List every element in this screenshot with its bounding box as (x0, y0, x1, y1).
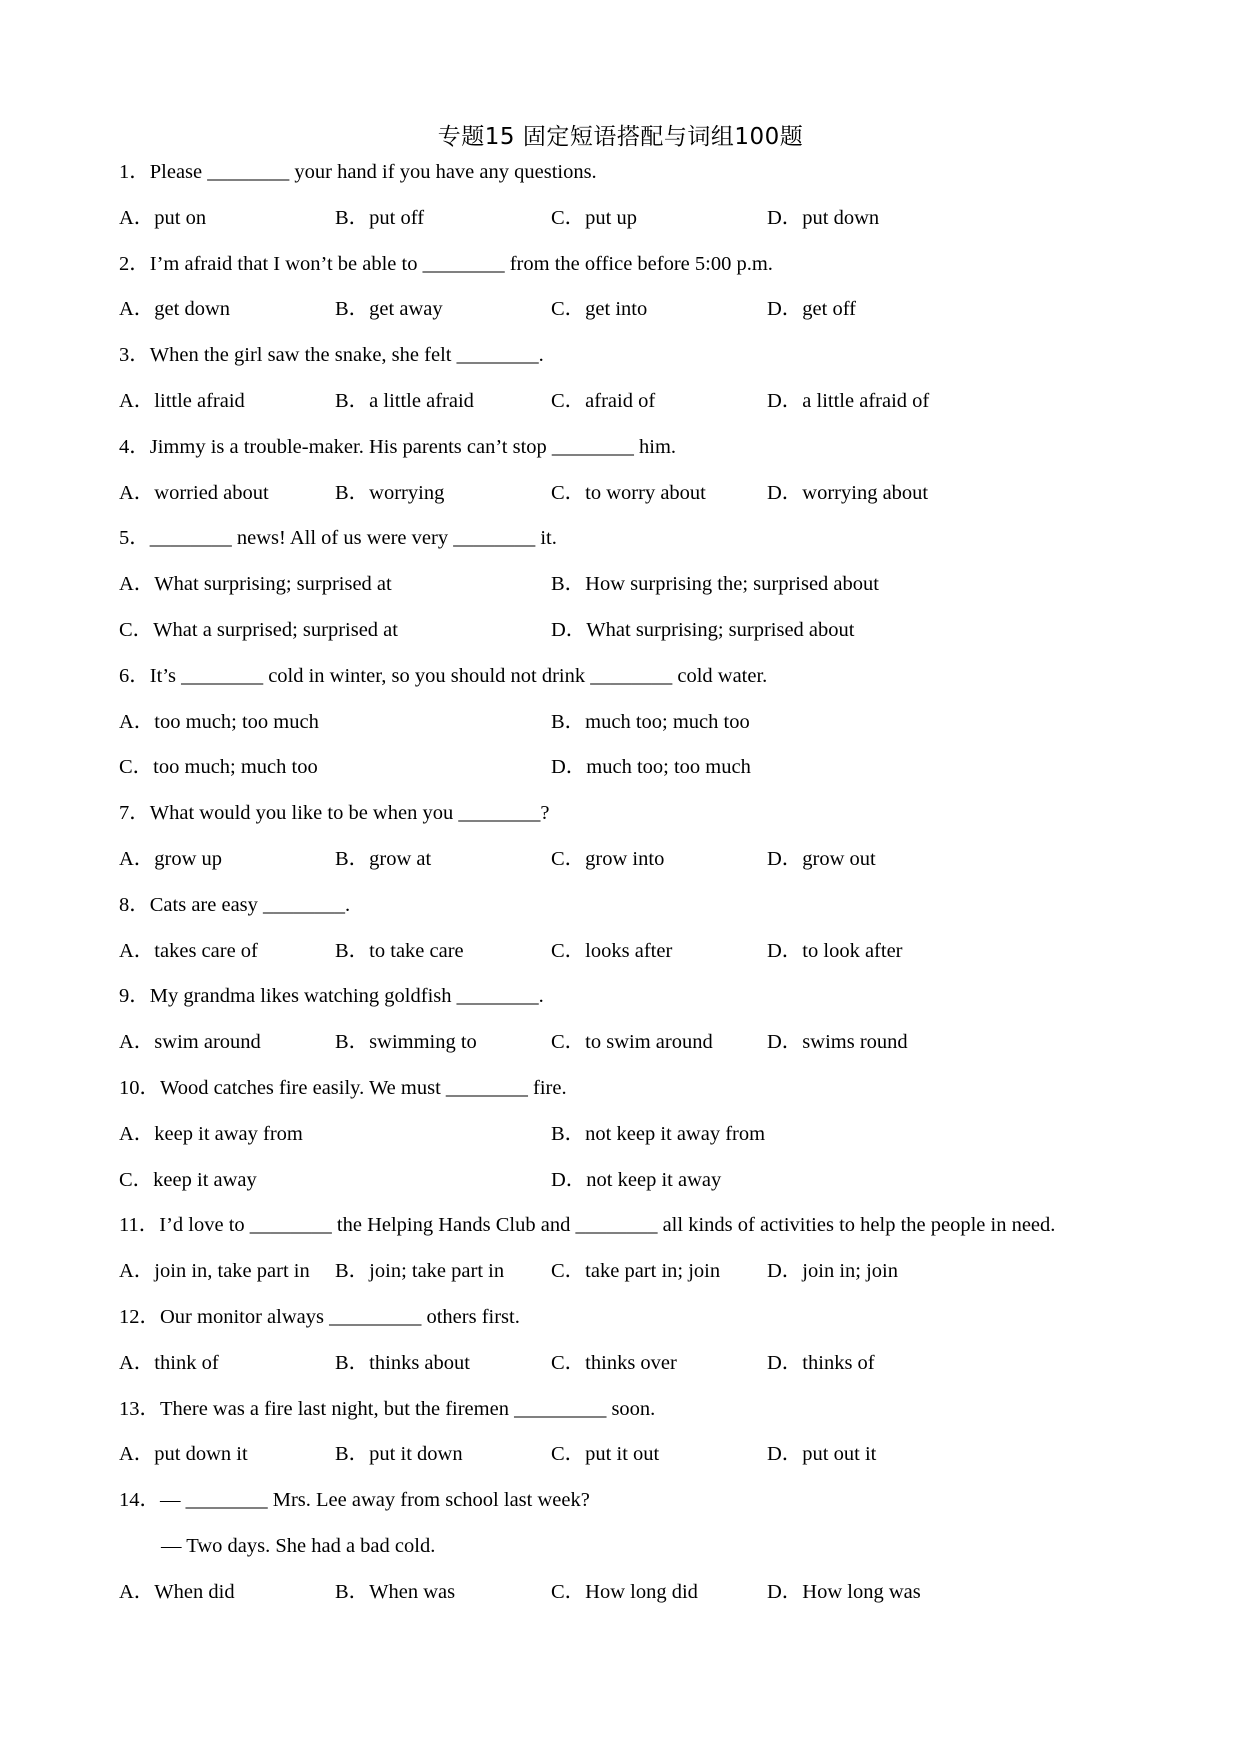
answer-option: B．thinks about (335, 1351, 470, 1374)
question-block (119, 1488, 1199, 1625)
answer-option: C．How long did (551, 1580, 698, 1603)
answer-option: D．How long was (767, 1580, 921, 1603)
answer-option: D．thinks of (767, 1351, 875, 1374)
answer-option: C．afraid of (551, 389, 656, 412)
answer-option: D．put out it (767, 1443, 877, 1466)
question-number: 8． (119, 893, 150, 916)
options-row (119, 710, 1199, 756)
question-text: Jimmy is a trouble-maker. His parents can’t stop ________ him. (149, 435, 677, 458)
answer-option: C．to swim around (551, 1031, 713, 1054)
answer-option: D．worrying about (767, 481, 929, 504)
answer-option: B．to take care (335, 939, 464, 962)
question-stem (119, 252, 1199, 298)
options-row (119, 389, 1199, 435)
options-row (119, 1442, 1199, 1488)
question-block (119, 1213, 1199, 1305)
options-row (119, 1122, 1199, 1168)
question-block (119, 526, 1199, 663)
answer-option: A．put down it (119, 1443, 248, 1466)
answer-option: C．to worry about (551, 481, 706, 504)
answer-option: D．What surprising; surprised about (551, 618, 855, 641)
question-number: 13． (119, 1397, 160, 1420)
question-number: 14． (119, 1489, 160, 1512)
options-row (119, 1030, 1199, 1076)
question-block (119, 801, 1199, 893)
answer-option: B．swimming to (335, 1031, 477, 1054)
question-text: I’m afraid that I won’t be able to ________ from the office before 5:00 p.m. (149, 252, 773, 275)
answer-option: C．put it out (551, 1443, 660, 1466)
question-stem (119, 526, 1199, 572)
answer-option: C．looks after (551, 939, 673, 962)
question-block (119, 984, 1199, 1076)
answer-option: A．too much; too much (119, 710, 319, 733)
answer-option: D．to look after (767, 939, 903, 962)
question-text: It’s ________ cold in winter, so you should not drink ________ cold water. (149, 664, 768, 687)
answer-option: B．put it down (335, 1443, 463, 1466)
answer-option: B．grow at (335, 847, 432, 870)
question-text: Please ________ your hand if you have any questions. (149, 161, 597, 183)
question-block (119, 1397, 1199, 1489)
answer-option: B．a little afraid (335, 389, 474, 412)
options-row (119, 618, 1199, 664)
answer-option: B．not keep it away from (551, 1122, 766, 1145)
question-number: 6． (119, 664, 150, 687)
options-row (119, 939, 1199, 985)
answer-option: A．worried about (119, 481, 269, 504)
question-number: 2． (119, 252, 150, 275)
answer-option: A．little afraid (119, 389, 245, 412)
question-stem (119, 664, 1199, 710)
page-title: 专题15 固定短语搭配与词组100题 (437, 124, 804, 150)
answer-option: C．What a surprised; surprised at (119, 618, 398, 641)
question-block (119, 1076, 1199, 1213)
options-row (119, 1259, 1199, 1305)
question-number: 9． (119, 985, 150, 1008)
question-number: 10． (119, 1076, 160, 1099)
answer-option: A．When did (119, 1580, 235, 1603)
question-text: Cats are easy ________. (149, 893, 351, 916)
question-stem (119, 984, 1199, 1030)
options-row (119, 481, 1199, 527)
answer-option: C．thinks over (551, 1351, 677, 1374)
answer-option: A．think of (119, 1351, 219, 1374)
question-number: 12． (119, 1305, 160, 1328)
options-row (119, 847, 1199, 893)
dialogue-reply: — Two days. She had a bad cold. (161, 1534, 436, 1557)
answer-option: D．put down (767, 206, 880, 229)
answer-option: A．get down (119, 298, 231, 321)
answer-option: B．join; take part in (335, 1260, 505, 1283)
answer-option: D．not keep it away (551, 1168, 722, 1191)
answer-option: B．much too; much too (551, 710, 750, 733)
question-stem (119, 801, 1199, 847)
answer-option: B．get away (335, 298, 443, 321)
answer-option: B．When was (335, 1580, 456, 1603)
answer-option: A．swim around (119, 1031, 261, 1054)
question-text: When the girl saw the snake, she felt ________. (149, 344, 544, 367)
question-stem (119, 1488, 1199, 1534)
options-row (119, 572, 1199, 618)
question-block (119, 664, 1199, 801)
question-stem (119, 1305, 1199, 1351)
answer-option: C．grow into (551, 847, 665, 870)
question-text: ________ news! All of us were very ________ it. (149, 527, 557, 550)
question-list (119, 160, 1199, 1626)
question-block (119, 343, 1199, 435)
answer-option: C．get into (551, 298, 648, 321)
question-stem (119, 160, 1199, 206)
answer-option: A．put on (119, 206, 207, 229)
answer-option: A．grow up (119, 847, 223, 870)
question-block (119, 893, 1199, 985)
question-text: What would you like to be when you ________? (149, 802, 550, 825)
question-number: 11． (119, 1214, 160, 1237)
question-stem (119, 1213, 1199, 1259)
answer-option: A．takes care of (119, 939, 258, 962)
question-text: Wood catches fire easily. We must ________ fire. (160, 1076, 567, 1099)
question-block (119, 435, 1199, 527)
answer-option: D．get off (767, 298, 857, 321)
question-number: 3． (119, 344, 150, 367)
options-row (119, 297, 1199, 343)
answer-option: C．put up (551, 206, 637, 229)
question-text: — ________ Mrs. Lee away from school last week? (160, 1489, 590, 1512)
question-block (119, 252, 1199, 344)
answer-option: A．join in, take part in (119, 1260, 310, 1283)
question-text: Our monitor always _________ others first. (160, 1305, 520, 1328)
answer-option: D．swims round (767, 1031, 908, 1054)
answer-option: C．keep it away (119, 1168, 257, 1191)
question-block (119, 160, 1199, 252)
question-stem (119, 1076, 1199, 1122)
answer-option: D．a little afraid of (767, 389, 930, 412)
question-number: 5． (119, 527, 150, 550)
answer-option: C．too much; much too (119, 756, 318, 779)
question-stem (119, 343, 1199, 389)
question-text: My grandma likes watching goldfish ________. (149, 985, 544, 1008)
answer-option: D．join in; join (767, 1260, 898, 1283)
answer-option: A．keep it away from (119, 1122, 303, 1145)
question-stem (119, 435, 1199, 481)
question-stem (119, 1397, 1199, 1443)
question-stem (119, 893, 1199, 939)
options-row (119, 1580, 1199, 1626)
answer-option: B．worrying (335, 481, 445, 504)
answer-option: A．What surprising; surprised at (119, 573, 392, 596)
question-number: 4． (119, 435, 150, 458)
question-text: I’d love to ________ the Helping Hands Club and ________ all kinds of activities to help the people in need. (159, 1214, 1056, 1237)
question-number: 1． (119, 161, 150, 183)
options-row (119, 1168, 1199, 1214)
question-number: 7． (119, 802, 150, 825)
answer-option: D．grow out (767, 847, 876, 870)
question-text: There was a fire last night, but the firemen _________ soon. (160, 1397, 656, 1420)
answer-option: C．take part in; join (551, 1260, 721, 1283)
options-row (119, 206, 1199, 252)
answer-option: B．put off (335, 206, 425, 229)
question-block (119, 1305, 1199, 1397)
options-row (119, 1351, 1199, 1397)
options-row (119, 755, 1199, 801)
answer-option: B．How surprising the; surprised about (551, 573, 879, 596)
answer-option: D．much too; too much (551, 756, 751, 779)
